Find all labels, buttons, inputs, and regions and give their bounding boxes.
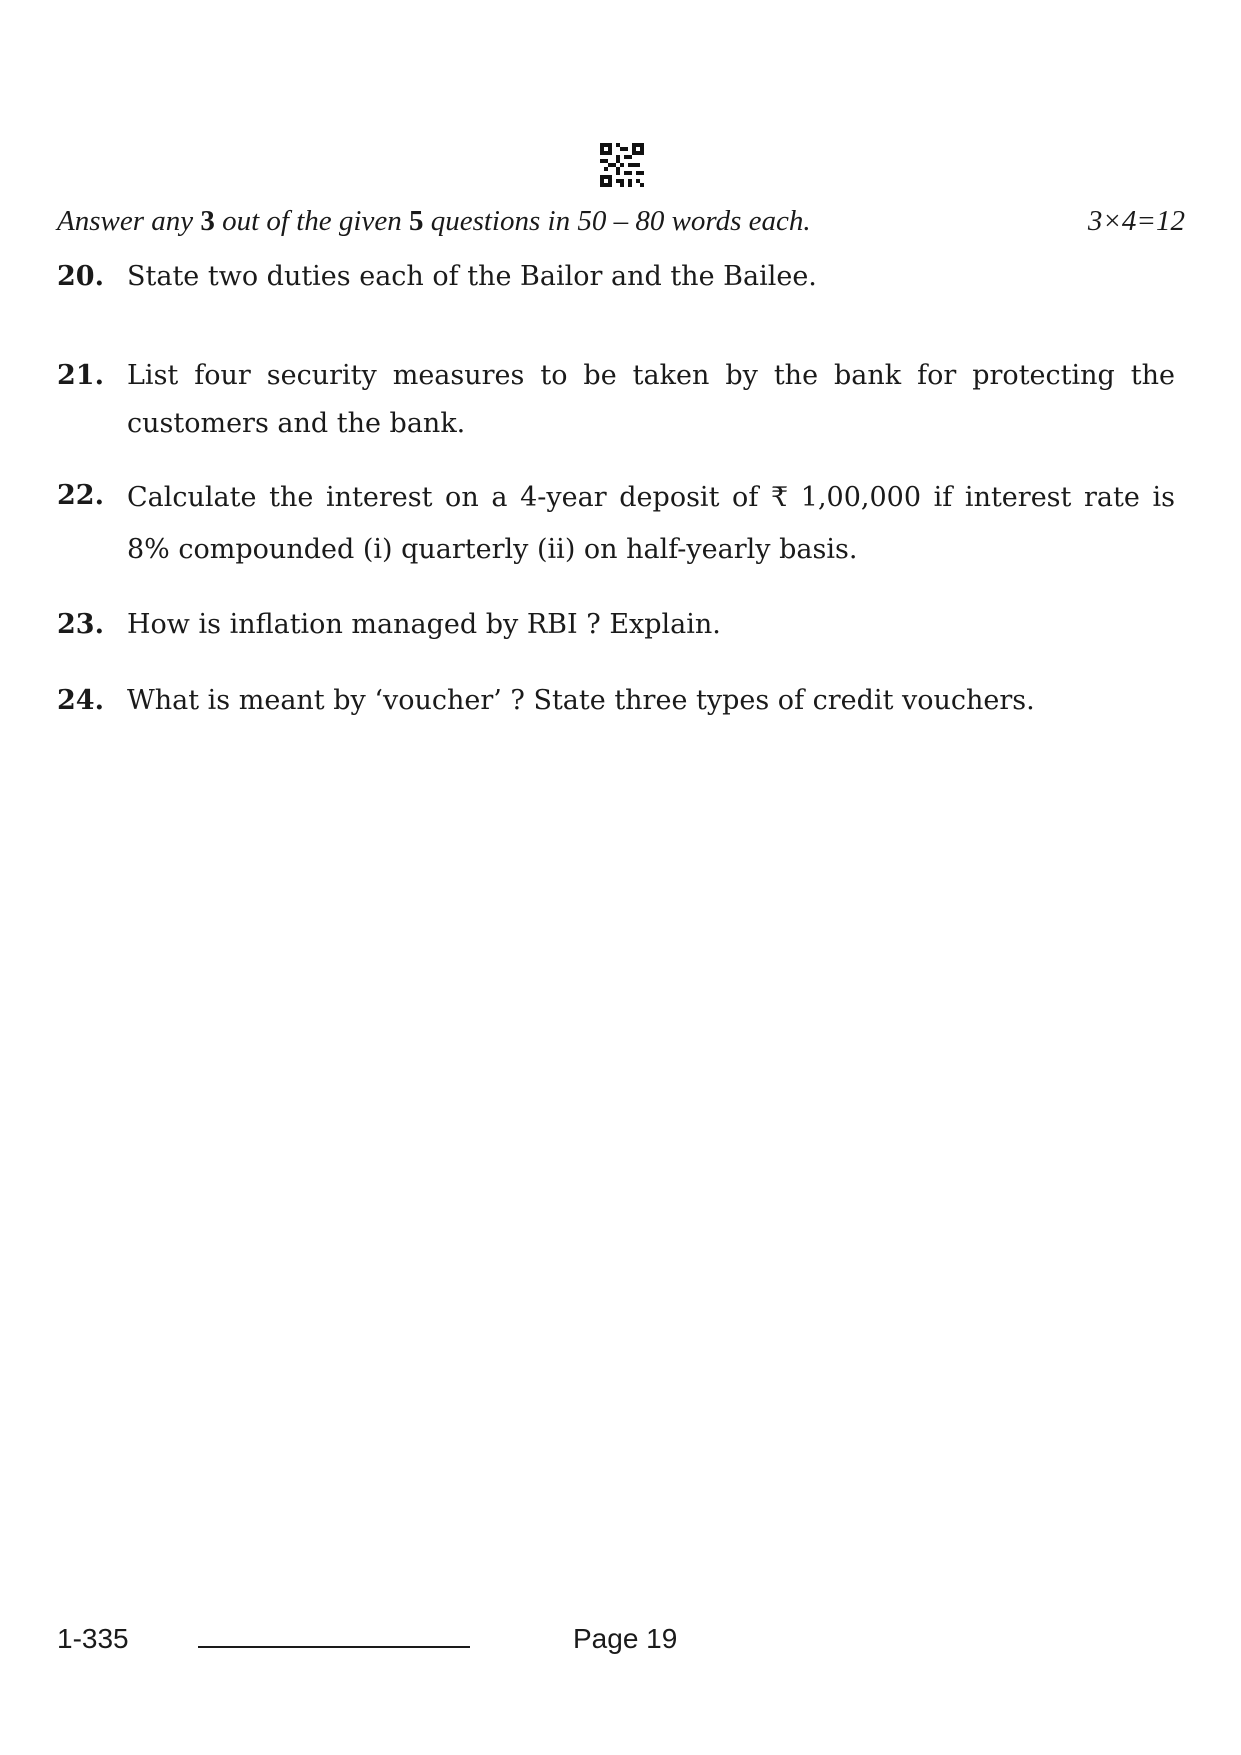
section-instruction <box>57 205 1185 245</box>
footer-divider <box>198 1646 470 1648</box>
question-text: What is meant by ‘voucher’ ? State three types of credit vouchers. <box>127 685 1035 716</box>
question-text: List four security measures to be taken by the bank for protecting the customers and the bank. <box>127 360 1175 439</box>
question-text: How is inflation managed by RBI ? Explain. <box>127 609 721 640</box>
qr-code-icon <box>600 143 644 187</box>
question-number: 22. <box>57 480 104 511</box>
question-number: 24. <box>57 685 104 716</box>
question-text: State two duties each of the Bailor and the Bailee. <box>127 261 817 292</box>
question-number: 21. <box>57 360 104 391</box>
instruction-text: Answer any 3 out of the given 5 questions in 50 – 80 words each. <box>57 205 811 237</box>
question-number: 20. <box>57 261 104 292</box>
page-number: Page 19 <box>573 1623 678 1654</box>
question-number: 23. <box>57 609 104 640</box>
marks-allocation: 3×4=12 <box>1087 205 1185 237</box>
paper-code: 1-335 <box>57 1623 129 1654</box>
question-text: Calculate the interest on a 4-year deposit of ₹ 1,00,000 if interest rate is 8% compounded (i) quarterly (ii) on half-yearly basis. <box>127 482 1175 565</box>
